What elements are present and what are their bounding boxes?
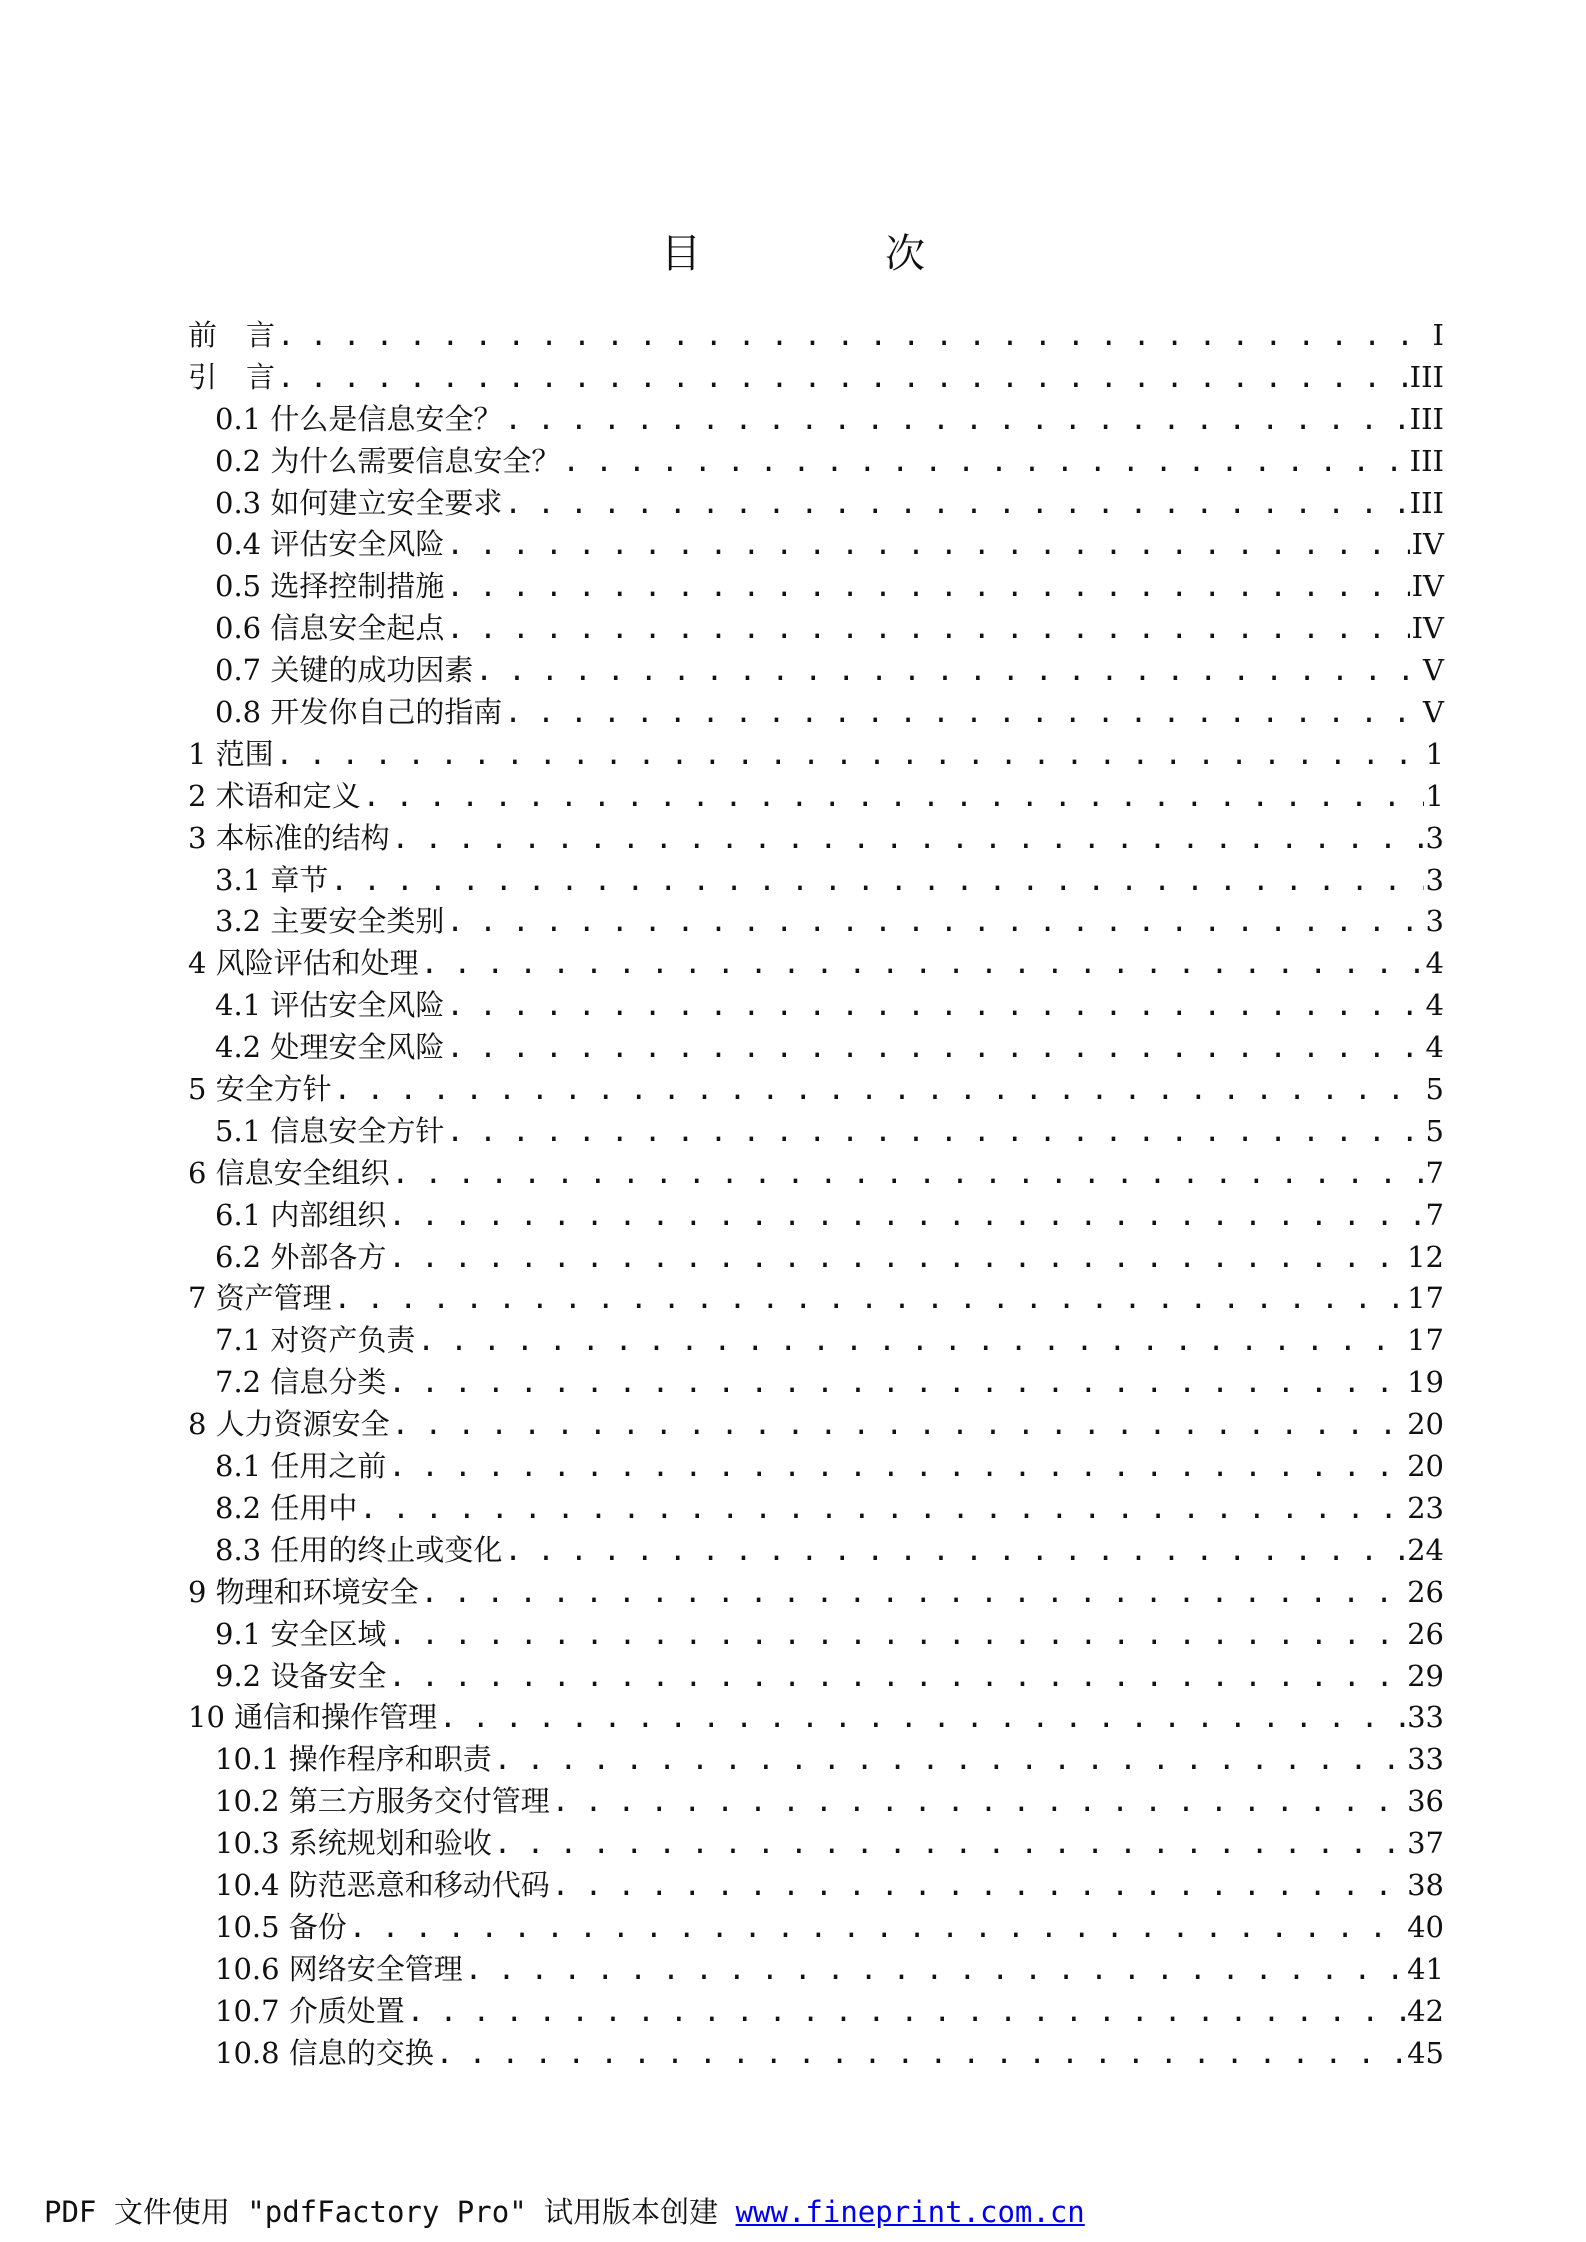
pdf-footer — [44, 2190, 1564, 2231]
toc-entry[interactable] — [188, 441, 1444, 483]
toc-dot-leader — [330, 860, 1423, 902]
toc-entry-label: 5 安全方针 — [188, 1072, 332, 1107]
toc-dot-leader — [388, 1195, 1423, 1237]
toc-entry[interactable] — [188, 1446, 1444, 1488]
toc-entry-label: 4.2 处理安全风险 — [215, 1030, 445, 1065]
toc-entry-label: 3.1 章节 — [215, 862, 329, 897]
toc-dot-leader — [392, 1153, 1424, 1195]
toc-entry[interactable] — [188, 1781, 1444, 1823]
toc-entry-label: 10.7 介质处置 — [215, 1993, 405, 2028]
toc-entry[interactable] — [188, 860, 1444, 902]
toc-entry[interactable] — [188, 1488, 1444, 1530]
toc-entry-page: 41 — [1407, 1951, 1444, 1986]
toc-entry-label: 1 范围 — [188, 736, 274, 771]
toc-entry-label: 3 本标准的结构 — [188, 820, 390, 855]
toc-entry[interactable] — [188, 943, 1444, 985]
toc-entry-label: 6.2 外部各方 — [215, 1239, 387, 1274]
toc-entry-label: 9.1 安全区域 — [215, 1616, 387, 1651]
toc-entry[interactable] — [188, 1949, 1444, 1991]
footer-text: PDF 文件使用 "pdfFactory Pro" 试用版本创建 — [44, 2195, 736, 2229]
toc-dot-leader — [465, 1949, 1405, 1991]
toc-entry[interactable] — [188, 692, 1444, 734]
toc-entry-page: 37 — [1407, 1826, 1444, 1861]
toc-entry[interactable] — [188, 483, 1444, 525]
toc-entry-page: 3 — [1425, 862, 1444, 897]
toc-entry[interactable] — [188, 1865, 1444, 1907]
toc-entry[interactable] — [188, 399, 1444, 441]
toc-entry-page: 1 — [1425, 778, 1444, 813]
toc-entry-label: 9.2 设备安全 — [215, 1658, 387, 1693]
toc-entry[interactable] — [188, 524, 1444, 566]
toc-entry-label: 10.6 网络安全管理 — [215, 1951, 463, 1986]
toc-entry-page: 1 — [1425, 736, 1444, 771]
toc-entry-page: 38 — [1407, 1867, 1444, 1902]
toc-entry-page: III — [1409, 485, 1444, 520]
toc-entry[interactable] — [188, 1027, 1444, 1069]
toc-entry-label: 6.1 内部组织 — [215, 1197, 387, 1232]
toc-dot-leader — [388, 1446, 1405, 1488]
toc-dot-leader — [562, 441, 1407, 483]
toc-entry-label: 3.2 主要安全类别 — [215, 904, 445, 939]
toc-dot-leader — [436, 2033, 1405, 2075]
toc-entry-label: 6 信息安全组织 — [188, 1155, 390, 1190]
footer-link[interactable]: www.fineprint.com.cn — [735, 2195, 1085, 2229]
toc-entry-page: 36 — [1407, 1784, 1444, 1819]
toc-entry-label: 4.1 评估安全风险 — [215, 988, 445, 1023]
toc-dot-leader — [504, 399, 1407, 441]
toc-entry-label: 7.1 对资产负责 — [215, 1323, 416, 1358]
toc-entry-label: 7.2 信息分类 — [215, 1365, 387, 1400]
toc-entry-label: 10.2 第三方服务交付管理 — [215, 1784, 550, 1819]
toc-dot-leader — [504, 1530, 1405, 1572]
toc-entry-page: 26 — [1407, 1616, 1444, 1651]
toc-entry-label: 10.5 备份 — [215, 1909, 347, 1944]
toc-entry-label: 0.8 开发你自己的指南 — [215, 695, 503, 730]
toc-dot-leader — [392, 818, 1424, 860]
toc-entry-page: III — [1409, 443, 1444, 478]
toc-entry-page: 3 — [1425, 820, 1444, 855]
toc-dot-leader — [392, 1404, 1405, 1446]
toc-entry-page: 40 — [1407, 1909, 1444, 1944]
table-of-contents — [188, 315, 1444, 2074]
toc-dot-leader — [388, 1614, 1405, 1656]
toc-entry-label: 0.1 什么是信息安全？ — [215, 401, 503, 436]
toc-entry-label: 8.3 任用的终止或变化 — [215, 1532, 503, 1567]
toc-entry-page: 20 — [1407, 1407, 1444, 1442]
toc-entry[interactable] — [188, 1656, 1444, 1698]
toc-dot-leader — [446, 901, 1423, 943]
toc-entry-page: IV — [1411, 569, 1444, 604]
toc-entry[interactable] — [188, 1572, 1444, 1614]
toc-entry-page: 33 — [1407, 1742, 1444, 1777]
toc-dot-leader — [359, 1488, 1405, 1530]
toc-entry[interactable] — [188, 1237, 1444, 1279]
toc-dot-leader — [446, 524, 1409, 566]
toc-entry[interactable] — [188, 1991, 1444, 2033]
toc-entry[interactable] — [188, 1404, 1444, 1446]
toc-entry[interactable] — [188, 357, 1444, 399]
toc-dot-leader — [277, 315, 1431, 357]
toc-entry-page: III — [1409, 359, 1444, 394]
toc-entry-label: 0.3 如何建立安全要求 — [215, 485, 503, 520]
toc-dot-leader — [407, 1991, 1405, 2033]
toc-entry[interactable] — [188, 1362, 1444, 1404]
toc-dot-leader — [439, 1697, 1405, 1739]
toc-dot-leader — [388, 1656, 1405, 1698]
toc-entry[interactable] — [188, 1697, 1444, 1739]
toc-dot-leader — [552, 1781, 1405, 1823]
toc-dot-leader — [421, 1572, 1405, 1614]
toc-entry-page: 29 — [1407, 1658, 1444, 1693]
toc-entry-label: 0.7 关键的成功因素 — [215, 653, 474, 688]
toc-entry-label: 7 资产管理 — [188, 1281, 332, 1316]
toc-dot-leader — [334, 1069, 1424, 1111]
toc-dot-leader — [552, 1865, 1405, 1907]
toc-dot-leader — [417, 1320, 1405, 1362]
toc-entry-label: 10.4 防范恶意和移动代码 — [215, 1867, 550, 1902]
toc-entry-page: III — [1409, 401, 1444, 436]
toc-entry-page: 3 — [1425, 904, 1444, 939]
toc-entry-label: 10 通信和操作管理 — [188, 1700, 438, 1735]
toc-entry-page: 19 — [1407, 1365, 1444, 1400]
toc-dot-leader — [276, 734, 1424, 776]
toc-dot-leader — [363, 776, 1424, 818]
toc-entry[interactable] — [188, 818, 1444, 860]
toc-entry-page: V — [1423, 653, 1444, 688]
toc-dot-leader — [421, 943, 1424, 985]
toc-entry-page: 7 — [1425, 1197, 1444, 1232]
toc-entry-label: 10.8 信息的交换 — [215, 2035, 434, 2070]
toc-dot-leader — [504, 483, 1407, 525]
toc-entry-label: 9 物理和环境安全 — [188, 1574, 419, 1609]
toc-entry[interactable] — [188, 2033, 1444, 2075]
toc-entry-page: 33 — [1407, 1700, 1444, 1735]
toc-entry-page: 7 — [1425, 1155, 1444, 1190]
toc-entry-page: 26 — [1407, 1574, 1444, 1609]
toc-entry[interactable] — [188, 315, 1444, 357]
toc-entry-label: 0.5 选择控制措施 — [215, 569, 445, 604]
toc-entry[interactable] — [188, 1530, 1444, 1572]
toc-entry-page: 12 — [1407, 1239, 1444, 1274]
toc-entry-label: 8 人力资源安全 — [188, 1407, 390, 1442]
toc-entry-label: 10.3 系统规划和验收 — [215, 1826, 492, 1861]
toc-dot-leader — [349, 1907, 1405, 1949]
toc-entry-page: 5 — [1425, 1113, 1444, 1148]
toc-entry-page: 17 — [1407, 1281, 1444, 1316]
toc-entry-label: 前 言 — [188, 318, 276, 352]
toc-entry-page: 5 — [1425, 1072, 1444, 1107]
toc-entry-label: 5.1 信息安全方针 — [215, 1113, 445, 1148]
toc-entry-label: 2 术语和定义 — [188, 778, 361, 813]
toc-entry-page: 20 — [1407, 1449, 1444, 1484]
toc-entry-page: 24 — [1407, 1532, 1444, 1567]
toc-dot-leader — [277, 357, 1408, 399]
toc-entry[interactable] — [188, 1111, 1444, 1153]
toc-entry[interactable] — [188, 776, 1444, 818]
toc-dot-leader — [504, 692, 1421, 734]
toc-entry-label: 0.6 信息安全起点 — [215, 611, 445, 646]
toc-entry[interactable] — [188, 1320, 1444, 1362]
toc-entry[interactable] — [188, 1739, 1444, 1781]
toc-entry[interactable] — [188, 608, 1444, 650]
toc-entry[interactable] — [188, 1907, 1444, 1949]
toc-entry[interactable] — [188, 1195, 1444, 1237]
toc-dot-leader — [446, 566, 1409, 608]
toc-dot-leader — [334, 1278, 1405, 1320]
toc-entry-page: IV — [1411, 611, 1444, 646]
toc-entry-page: 45 — [1407, 2035, 1444, 2070]
toc-entry-page: V — [1423, 695, 1444, 730]
toc-entry-page: I — [1432, 318, 1444, 352]
toc-dot-leader — [446, 1111, 1423, 1153]
toc-entry-label: 0.2 为什么需要信息安全？ — [215, 443, 561, 478]
toc-entry-label: 引 言 — [188, 359, 276, 394]
toc-entry-page: 4 — [1425, 1030, 1444, 1065]
toc-entry[interactable] — [188, 1278, 1444, 1320]
toc-entry-label: 0.4 评估安全风险 — [215, 527, 445, 562]
toc-entry-page: 42 — [1407, 1993, 1444, 2028]
toc-dot-leader — [446, 985, 1423, 1027]
toc-dot-leader — [475, 650, 1421, 692]
toc-dot-leader — [388, 1237, 1405, 1279]
toc-entry-label: 8.1 任用之前 — [215, 1449, 387, 1484]
toc-entry[interactable] — [188, 734, 1444, 776]
toc-entry[interactable] — [188, 1069, 1444, 1111]
toc-entry[interactable] — [188, 985, 1444, 1027]
toc-entry-label: 8.2 任用中 — [215, 1490, 358, 1525]
toc-dot-leader — [446, 608, 1409, 650]
toc-entry-page: 23 — [1407, 1490, 1444, 1525]
toc-entry-page: 4 — [1425, 988, 1444, 1023]
toc-entry-page: 17 — [1407, 1323, 1444, 1358]
toc-dot-leader — [494, 1739, 1405, 1781]
toc-entry[interactable] — [188, 1153, 1444, 1195]
toc-entry[interactable] — [188, 901, 1444, 943]
toc-entry[interactable] — [188, 650, 1444, 692]
toc-entry-page: IV — [1411, 527, 1444, 562]
toc-dot-leader — [388, 1362, 1405, 1404]
toc-entry[interactable] — [188, 1614, 1444, 1656]
page-title: 目 次 — [661, 231, 997, 277]
toc-entry[interactable] — [188, 566, 1444, 608]
toc-dot-leader — [446, 1027, 1423, 1069]
toc-entry-label: 10.1 操作程序和职责 — [215, 1742, 492, 1777]
toc-entry-label: 4 风险评估和处理 — [188, 946, 419, 981]
toc-dot-leader — [494, 1823, 1405, 1865]
toc-entry[interactable] — [188, 1823, 1444, 1865]
toc-entry-page: 4 — [1425, 946, 1444, 981]
